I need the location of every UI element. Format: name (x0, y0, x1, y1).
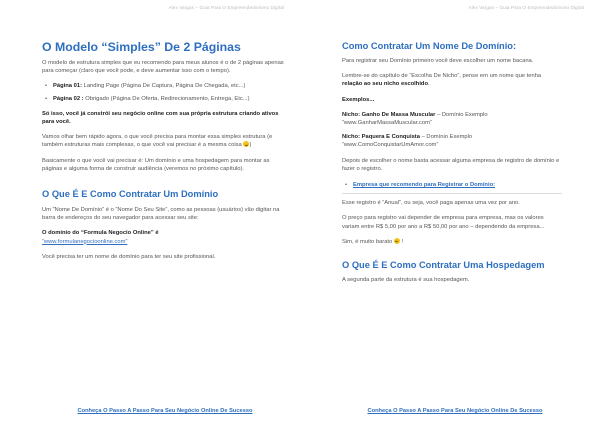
paragraph: Vamos olhar bem rápido agora, o que você precisa para montar essa simples estrutura (e também estruturas mais complexas, o que você vai precisar é a mesma coisa ) (42, 134, 273, 149)
right-page (300, 0, 600, 424)
paragraph: Você precisa ter um nome de domínio para ter seu site profissional. (42, 253, 216, 260)
paragraph-bold: Só isso, você já constrói seu negócio online com sua própria estrutura criando ativos para você. (42, 110, 279, 126)
examples-label: Exemplos... (342, 96, 375, 103)
page-header: Alex Vargas – Guia Para O Empreendedorismo Digital (168, 5, 284, 10)
paragraph: O preço para registro vai depender de empresa para empresa, mas os valores variam entre R$ 5,00 por ano a R$ 50,00 por ano – dependendo da empresa... (342, 215, 545, 230)
list-item: • Página 02 : Obrigado (Página De Oferta, Redirecionamento, Entrega, Etc...) (42, 95, 286, 103)
example-item: Nicho: Ganho De Massa Muscular – Domínio Exemplo “www.GanharMassaMuscular.com” (342, 111, 488, 127)
paragraph: Basicamente o que você vai precisar é: Um domínio e uma hospedagem para montar as páginas e alguma forma de construir audiência (veremos no próximo capítulo). (42, 157, 270, 172)
paragraph: Lembre-se do capítulo de “Escolha De Nicho”, pense em um nome que tenha relação ao seu nicho escolhido. (342, 73, 542, 88)
paragraph: O modelo de estrutura simples que eu recomendo para meus alunos é o de 2 páginas apenas para começar (claro que você pode, e deve aumentar isso com o tempo). (42, 60, 284, 75)
pages-list (42, 82, 286, 102)
list-item: • Página 01: Landing Page (Página De Captura, Página De Chegada, etc...) (42, 82, 286, 90)
page-header: Alex Vargas – Guia Para O Empreendedorismo Digital (468, 5, 584, 10)
domain-example: O domínio do “Formula Negocio Online” é “www.formulanegocioonline.com” (42, 230, 159, 245)
section-heading: Como Contratar Um Nome De Domínio: (342, 41, 517, 51)
paragraph: Sim, é muito barato ! (342, 238, 404, 245)
footer-link[interactable]: Conheça O Passo A Passo Para Seu Negócio Online De Sucesso (77, 408, 253, 414)
paragraph: Para registrar seu Domínio primeiro você deve escolher um nome bacana. (342, 58, 534, 64)
example-item: Nicho: Paquera E Conquista – Domínio Exemplo “www.ComoConquistarUmAmor.com” (342, 134, 473, 149)
list-item (342, 181, 562, 189)
section-title: O Modelo “Simples” De 2 Páginas (42, 40, 241, 54)
footer-link[interactable]: Conheça O Passo A Passo Para Seu Negócio Online De Sucesso (367, 408, 543, 414)
section-heading: O Que É E Como Contratar Um Domínio (42, 189, 219, 200)
registrar-link[interactable]: Empresa que recomendo para Registrar o Domínio: (353, 182, 496, 189)
registrar-list (342, 181, 562, 189)
right-content (342, 40, 562, 284)
section-heading: O Que É E Como Contratar Uma Hospedagem (342, 260, 545, 271)
smiley-icon (394, 238, 400, 244)
divider (342, 193, 562, 194)
domain-link[interactable]: “www.formulanegocioonline.com” (42, 238, 128, 245)
left-content (42, 40, 286, 261)
paragraph: Um “Nome De Domínio” é o “Nome Do Seu Site”, como as pessoas (usuários) vão digitar na barra de endereços do seu navegador para acessar seu site: (42, 207, 280, 222)
paragraph: Depois de escolher o nome basta acessar alguma empresa de registro de domínio e fazer o registro. (342, 157, 560, 172)
paragraph: A segunda parte da estrutura é sua hospedagem. (342, 277, 470, 284)
paragraph: Esse registro é “Anual”, ou seja, você paga apenas uma vez por ano. (342, 200, 520, 207)
